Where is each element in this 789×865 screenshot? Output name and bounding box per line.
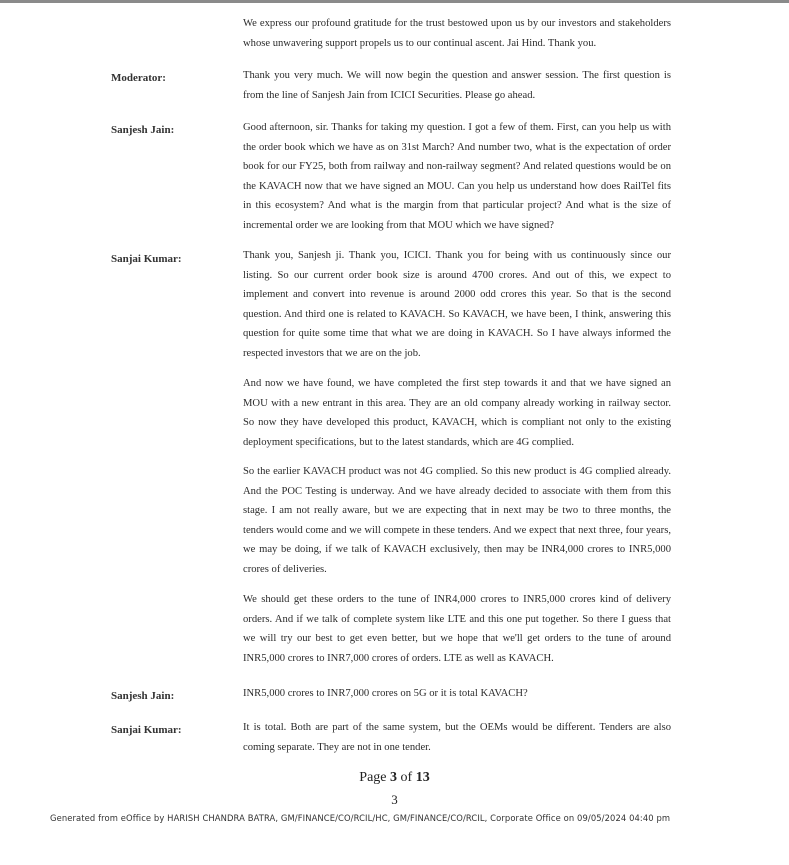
transcript-paragraph: And now we have found, we have completed the first step towards it and that we have signed an MOU with a new entrant in this area. They are an old company already working in railway sector. So now they have developed this product, KAVACH, which is compliant not only to the existing deployment specifications, but to the latest standards, which are 4G complied. (243, 378, 671, 448)
page-of: of (397, 770, 416, 785)
page-prefix: Page (359, 770, 391, 785)
transcript-paragraph: So the earlier KAVACH product was not 4G complied. So this new product is 4G complied already. And the POC Testing is underway. And we have already decided to associate with them from this stage. I am not really aware, but we are expecting that in next may be two to three months, the tenders would come and we will compete in these tenders. And we expect that next three, four years, we may be doing, if we talk of KAVACH exclusively, then may be INR4,000 crores to INR5,000 crores of deliveries. (243, 466, 671, 575)
transcript-paragraph: Good afternoon, sir. Thanks for taking my question. I got a few of them. First, can you help us with the order book which we have as on 31st March? And number two, what is the expectation of order book for our FY25, both from railway and non-railway segment? And related questions would be on the KAVACH now that we have signed an MOU. Can you help us understand how does RailTel fits in this ecosystem? And what is the margin from that particular project? And what is the size of incremental order we are looking from that MOU which we have signed? (243, 122, 671, 231)
speaker-name: Sanjesh Jain: (111, 690, 175, 702)
transcript-paragraph: INR5,000 crores to INR7,000 crores on 5G or it is total KAVACH? (243, 688, 528, 699)
generated-footer: Generated from eOffice by HARISH CHANDRA BATRA, GM/FINANCE/CO/RCIL/HC, GM/FINANCE/CO/RCIL, Corporate Office on 09/05/2024 04:40 pm (50, 813, 671, 823)
transcript-paragraph: It is total. Both are part of the same system, but the OEMs would be different. Tenders are also coming separate. They are not in one tender. (243, 722, 671, 753)
transcript-paragraph: Thank you, Sanjesh ji. Thank you, ICICI. Thank you for being with us continuously since our listing. So our current order book size is around 4700 crores. And out of this, we expect to implement and convert into revenue is around 2000 odd crores this year. So that is the second question. And third one is related to KAVACH. So KAVACH, we have been, I think, answering this question for quite some time that what we are doing in KAVACH. So I have always informed the respected investors that we are on the job. (243, 250, 671, 359)
page-number: 3 (391, 792, 398, 807)
speaker-name: Sanjai Kumar: (111, 253, 182, 265)
speaker-name: Moderator: (111, 72, 166, 84)
transcript-paragraph: Thank you very much. We will now begin the question and answer session. The first question is from the line of Sanjesh Jain from ICICI Securities. Please go ahead. (243, 70, 671, 101)
page-total: 13 (415, 770, 430, 785)
speaker-name: Sanjesh Jain: (111, 124, 175, 136)
transcript-paragraph: We express our profound gratitude for the trust bestowed upon us by our investors and stakeholders whose unwavering support propels us to our continual ascent. Jai Hind. Thank you. (243, 18, 671, 49)
page-current: 3 (390, 770, 398, 785)
top-border (0, 0, 789, 3)
transcript-paragraph: We should get these orders to the tune of INR4,000 crores to INR5,000 crores kind of delivery orders. And if we talk of complete system like LTE and this one put together. So there I guess that we will try our best to get even better, but we hope that we'll get orders to the tune of around INR5,000 crores to INR7,000 crores of orders. LTE as well as KAVACH. (243, 594, 671, 664)
speaker-name: Sanjai Kumar: (111, 724, 182, 736)
page-indicator (0, 770, 789, 786)
